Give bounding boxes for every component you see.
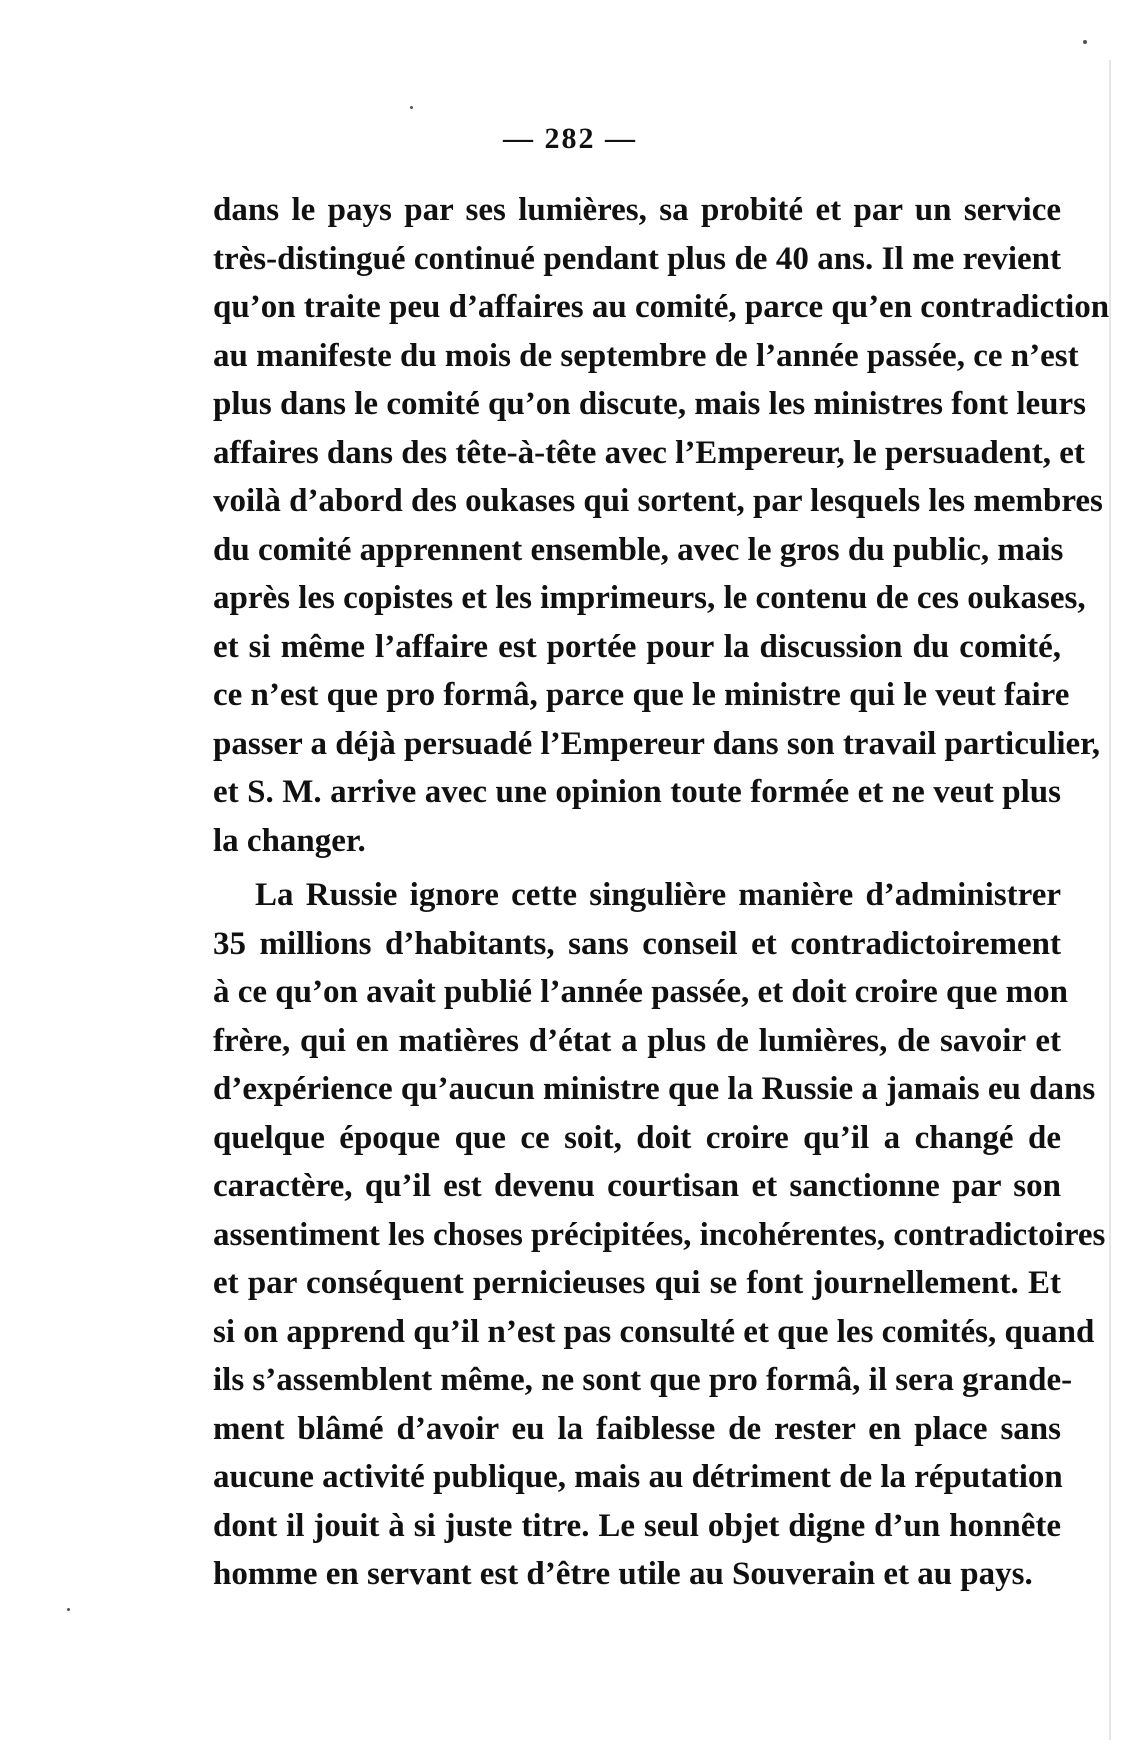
text-line: quelque époque que ce soit, doit croire qu’il a changé de xyxy=(213,1119,1061,1156)
text-line: dans le pays par ses lumières, sa probité et par un service xyxy=(213,192,1061,228)
text-line: ment blâmé d’avoir eu la faiblesse de rester en place sans xyxy=(213,1410,1061,1447)
text-line: 35 millions d’habitants, sans conseil et contradictoirement xyxy=(213,925,1061,962)
text-line: et si même l’affaire est portée pour la discussion du comité, xyxy=(213,628,1061,665)
print-speck xyxy=(1083,40,1087,44)
text-line: passer a déjà persuadé l’Empereur dans son travail particulier, xyxy=(213,725,1101,762)
text-line: très-distingué continué pendant plus de 40 ans. Il me revient xyxy=(213,240,1061,277)
text-line: à ce qu’on avait publié l’année passée, et doit croire que mon xyxy=(213,974,1068,1010)
text-line: la changer. xyxy=(213,822,366,859)
text-line: au manifeste du mois de septembre de l’année passée, ce n’est xyxy=(213,337,1079,374)
text-line: caractère, qu’il est devenu courtisan et sanctionne par son xyxy=(213,1168,1061,1204)
text-line: voilà d’abord des oukases qui sortent, par lesquels les membres xyxy=(213,483,1103,519)
text-line: aucune activité publique, mais au détriment de la réputation xyxy=(213,1459,1063,1495)
text-line: d’expérience qu’aucun ministre que la Russie a jamais eu dans xyxy=(213,1071,1096,1107)
text-line: dont il jouit à si juste titre. Le seul objet digne d’un honnête xyxy=(213,1507,1061,1544)
page-number: — 282 — xyxy=(503,122,637,155)
text-line: qu’on traite peu d’affaires au comité, parce qu’en contradiction xyxy=(213,289,1110,325)
paragraph-2 xyxy=(213,871,1106,1599)
text-line: et par conséquent pernicieuses qui se font journellement. Et xyxy=(213,1265,1061,1301)
print-speck xyxy=(410,106,413,109)
text-line: assentiment les choses précipitées, incohérentes, contradictoires xyxy=(213,1216,1106,1253)
text-line: affaires dans des tête-à-tête avec l’Empereur, le persuadent, et xyxy=(213,434,1085,471)
text-line: si on apprend qu’il n’est pas consulté et que les comités, quand xyxy=(213,1313,1095,1350)
body-text xyxy=(213,186,1110,1599)
text-line: plus dans le comité qu’on discute, mais les ministres font leurs xyxy=(213,386,1087,422)
text-line: ce n’est que pro formâ, parce que le ministre qui le veut faire xyxy=(213,677,1070,713)
text-line: du comité apprennent ensemble, avec le gros du public, mais xyxy=(213,531,1064,568)
text-line: ils s’assemblent même, ne sont que pro formâ, il sera grande- xyxy=(213,1362,1073,1398)
text-line: homme en servant est d’être utile au Souverain et au pays. xyxy=(213,1556,1033,1592)
page-binding-edge xyxy=(1109,60,1111,1740)
text-line: et S. M. arrive avec une opinion toute formée et ne veut plus xyxy=(213,774,1061,810)
print-speck xyxy=(67,1608,70,1611)
paragraph-1 xyxy=(213,186,1110,865)
text-line: après les copistes et les imprimeurs, le contenu de ces oukases, xyxy=(213,580,1086,616)
text-line: frère, qui en matières d’état a plus de lumières, de savoir et xyxy=(213,1022,1061,1059)
text-line: La Russie ignore cette singulière manière d’administrer xyxy=(255,877,1061,913)
